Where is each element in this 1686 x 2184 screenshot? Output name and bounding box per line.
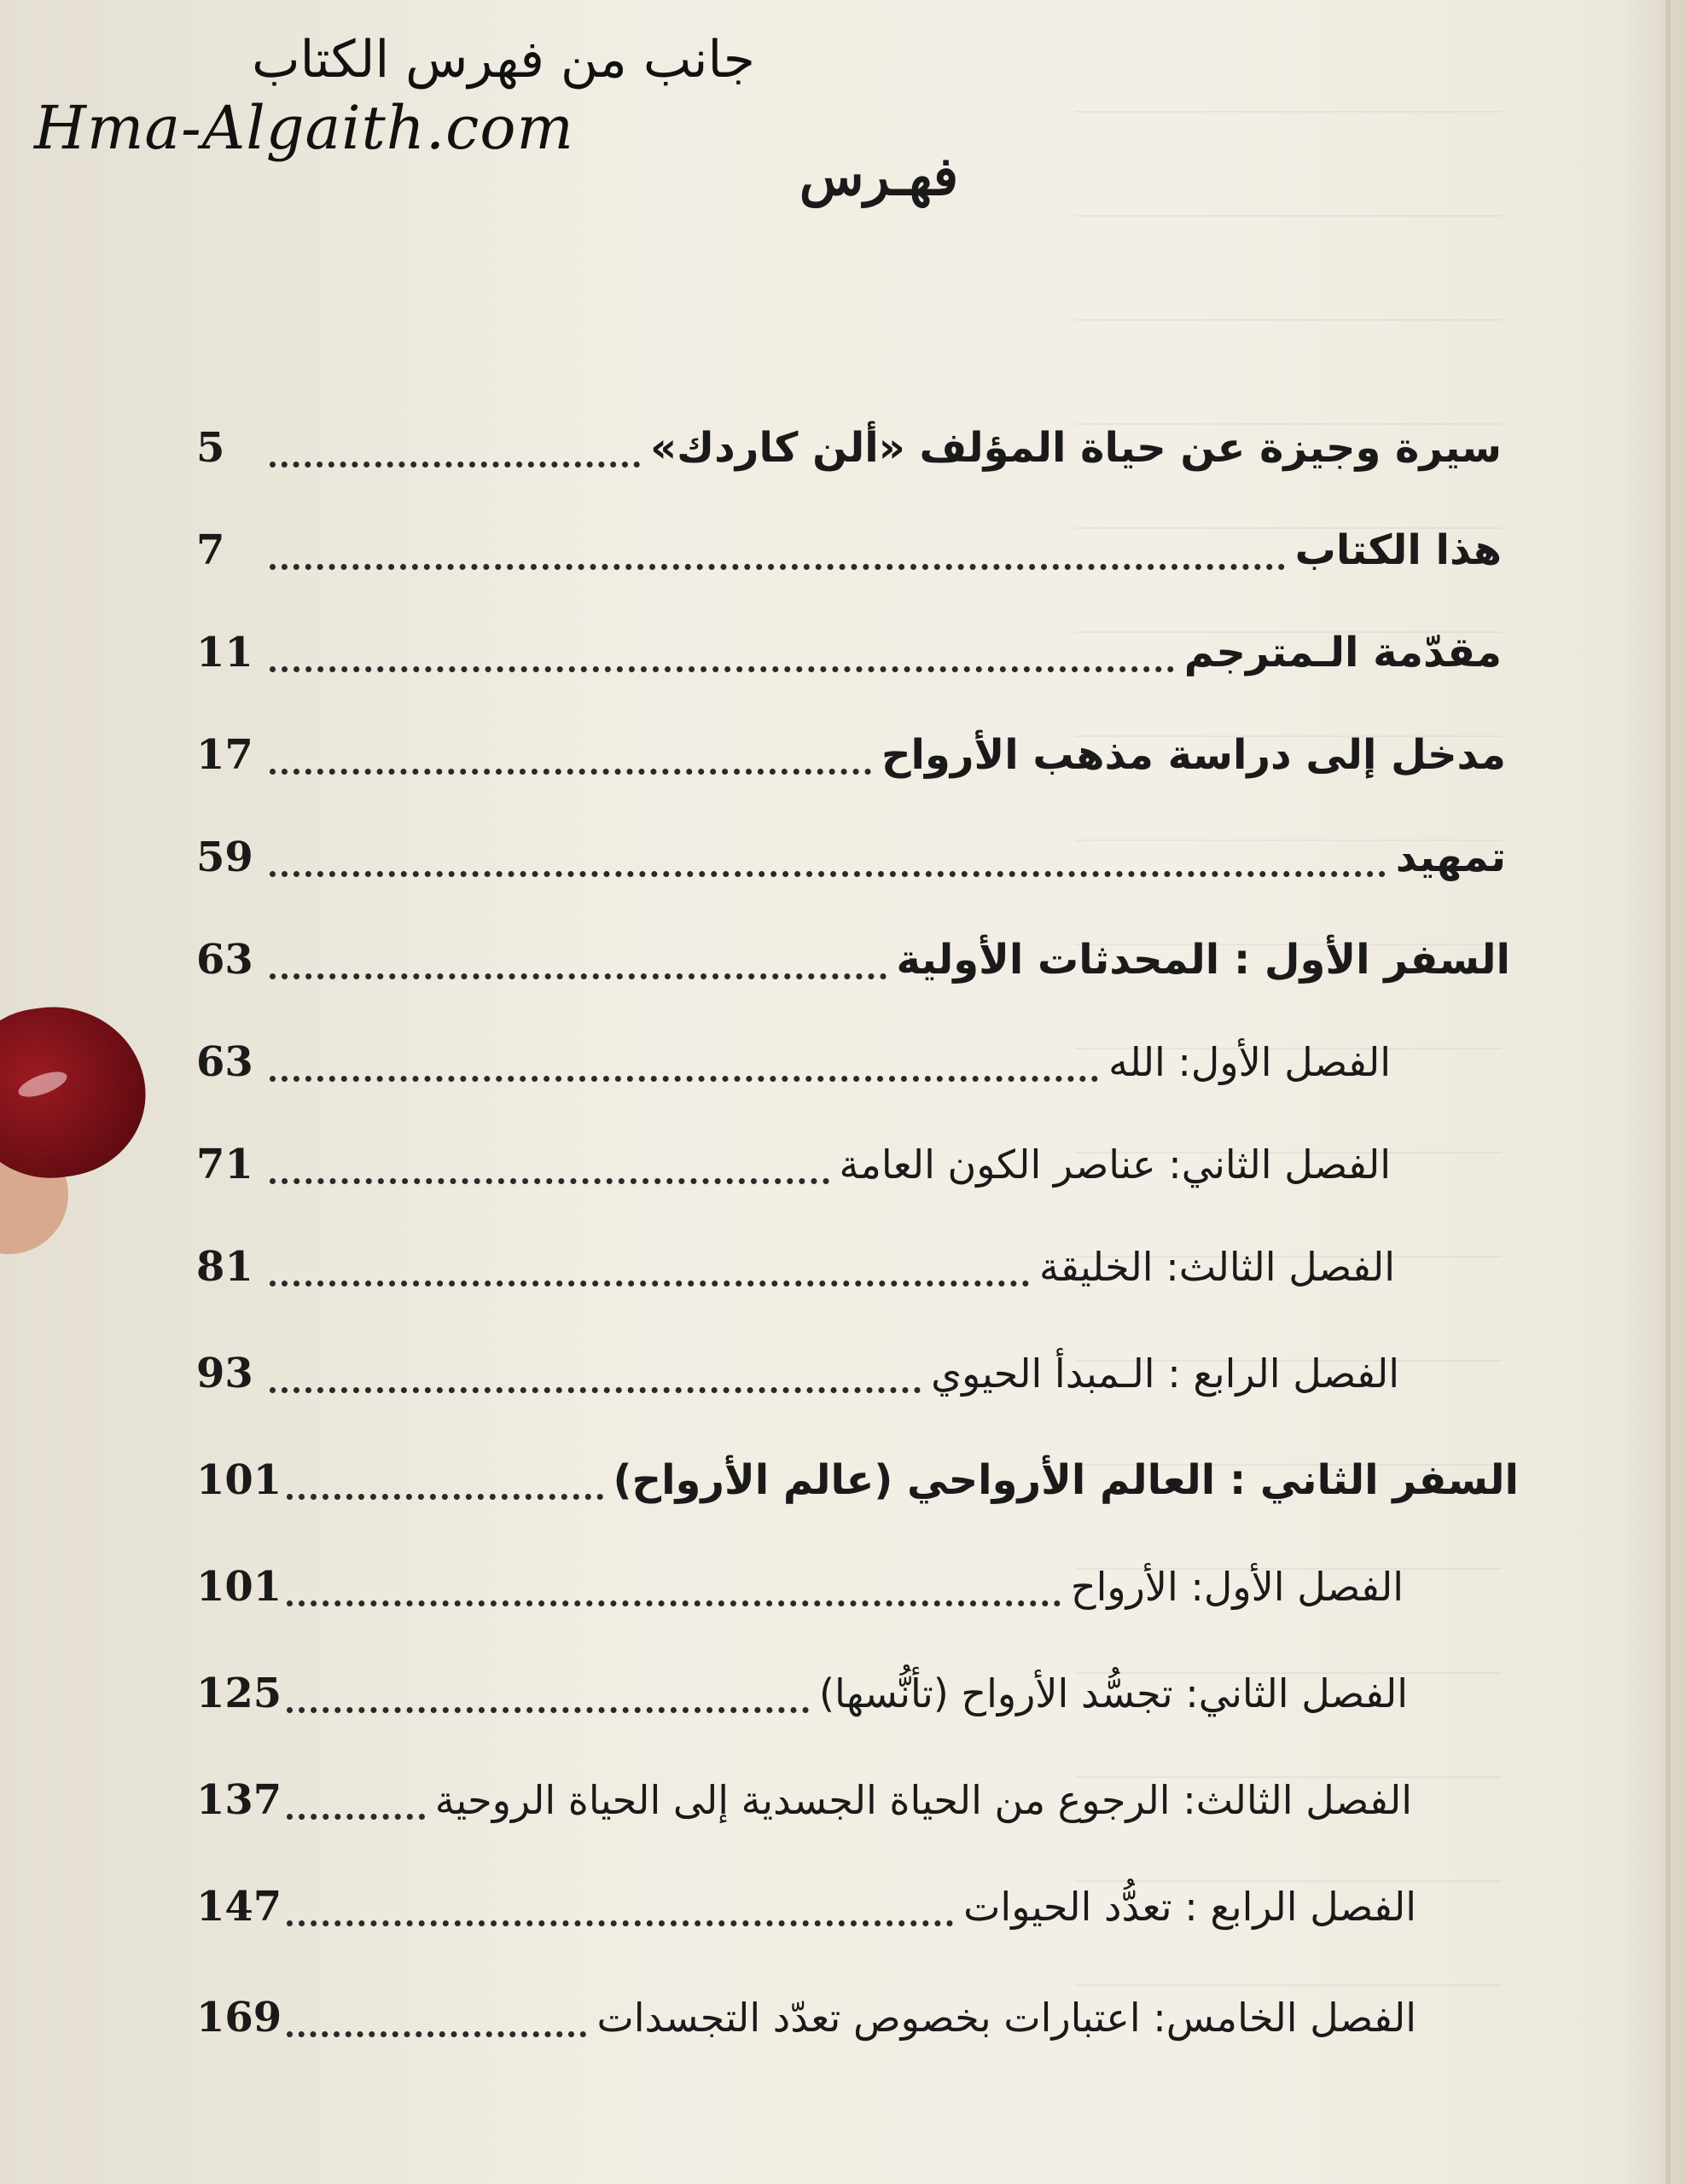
watermark-site: Hma-Algaith.com: [34, 93, 574, 163]
entry-page: 137: [196, 1776, 282, 1824]
entry-label: الفصل الخامس: اعتبارات بخصوص تعدّد التجسدات: [596, 1995, 1416, 2041]
entry-page: 101: [196, 1456, 282, 1504]
entry-label: الفصل الثالث: الرجوع من الحياة الجسدية إلى الحياة الروحية: [434, 1777, 1412, 1823]
toc-entry: [196, 1024, 1391, 1101]
entry-label: الفصل الأول: الأرواح: [1070, 1564, 1404, 1610]
toc-entry: [196, 819, 1506, 896]
leader-dots: [270, 1281, 1029, 1287]
toc-entry: [196, 1442, 1519, 1519]
entry-label: الفصل الثاني: عناصر الكون العامة: [839, 1141, 1391, 1188]
toc-entry: [196, 1335, 1399, 1412]
toc-entry: [196, 1868, 1416, 1945]
leader-dots: [270, 1178, 829, 1184]
toc-title: فهـرس: [799, 145, 959, 207]
entry-label: تمهيد: [1395, 834, 1506, 881]
leader-dots: [270, 666, 1174, 672]
leader-dots: [270, 769, 871, 775]
toc-entry: [196, 512, 1502, 589]
entry-label: الفصل الأول: الله: [1108, 1039, 1391, 1085]
entry-page: 7: [196, 526, 225, 574]
leader-dots: [287, 2031, 586, 2037]
entry-page: 147: [196, 1883, 282, 1931]
entry-label: مدخل إلى دراسة مذهب الأرواح: [881, 731, 1506, 779]
entry-label: الفصل الثالث: الخليقة: [1039, 1244, 1395, 1290]
entry-page: 17: [196, 731, 253, 779]
entry-label: مقدّمة الـمترجم: [1183, 629, 1502, 677]
entry-label: السفر الأول : المحدثات الأولية: [896, 936, 1510, 984]
entry-page: 11: [196, 629, 253, 677]
toc-entry: [196, 1979, 1416, 2056]
leader-dots: [270, 462, 640, 468]
entry-page: 59: [196, 834, 253, 881]
leader-dots: [287, 1494, 602, 1500]
entry-label: الفصل الرابع : تعدُّد الحيوات: [963, 1884, 1416, 1930]
toc-entry: [196, 1548, 1404, 1625]
leader-dots: [287, 1814, 425, 1820]
watermark-caption: جانب من فهرس الكتاب: [252, 30, 755, 90]
leader-dots: [287, 1600, 1061, 1606]
toc-entry: [196, 717, 1506, 793]
leader-dots: [270, 871, 1386, 877]
leader-dots: [270, 1387, 921, 1393]
entry-page: 125: [196, 1670, 282, 1717]
leader-dots: [287, 1920, 953, 1926]
entry-page: 169: [196, 1994, 282, 2042]
entry-page: 63: [196, 1038, 253, 1086]
toc-entry: [196, 410, 1502, 486]
entry-label: الفصل الثاني: تجسُّد الأرواح (تأنُّسها): [819, 1670, 1408, 1716]
toc-entry: [196, 1762, 1412, 1838]
leader-dots: [270, 564, 1285, 570]
entry-label: الفصل الرابع : الـمبدأ الحيوي: [931, 1350, 1399, 1397]
toc-entry: [196, 921, 1510, 998]
entry-page: 63: [196, 936, 253, 984]
leader-dots: [270, 1076, 1098, 1082]
entry-page: 5: [196, 424, 225, 472]
entry-page: 71: [196, 1141, 253, 1188]
entry-label: سيرة وجيزة عن حياة المؤلف «ألن كاردك»: [650, 424, 1502, 472]
entry-label: السفر الثاني : العالم الأرواحي (عالم الأرواح): [613, 1456, 1519, 1504]
leader-dots: [287, 1707, 809, 1713]
entry-page: 81: [196, 1243, 253, 1291]
entry-page: 93: [196, 1350, 253, 1397]
toc-entry: [196, 1126, 1391, 1203]
leader-dots: [270, 973, 887, 979]
toc-entry: [196, 1228, 1395, 1305]
toc-entry: [196, 614, 1502, 691]
toc-entry: [196, 1655, 1408, 1732]
entry-page: 101: [196, 1563, 282, 1611]
entry-label: هذا الكتاب: [1294, 526, 1502, 574]
